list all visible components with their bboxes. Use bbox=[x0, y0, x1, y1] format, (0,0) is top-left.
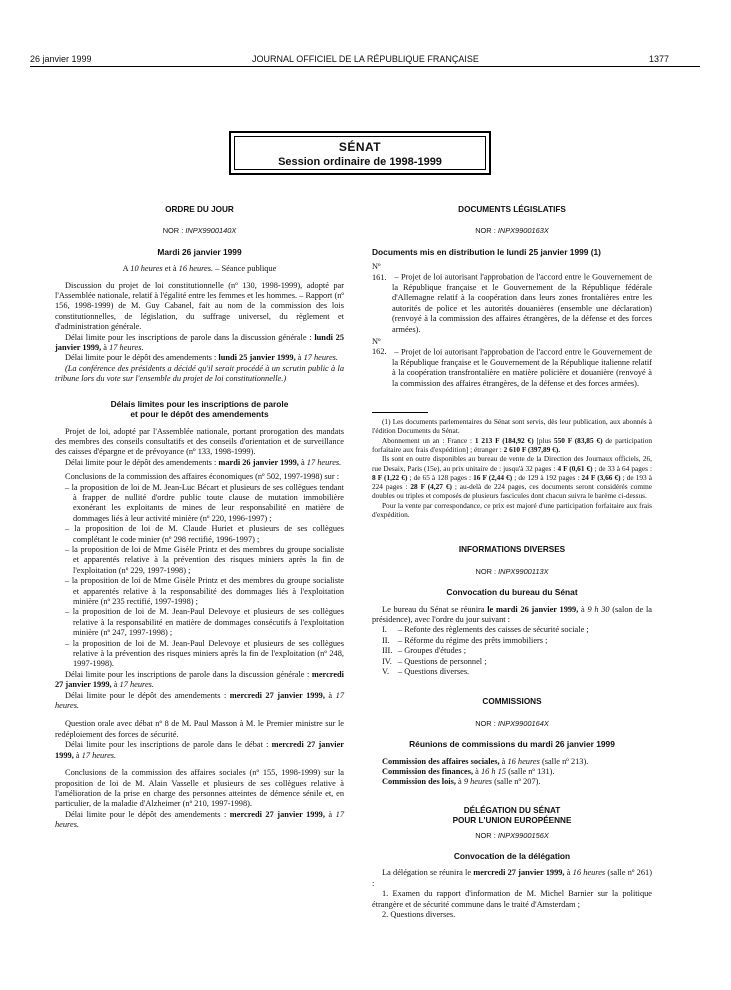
text: mercredi 27 janvier 1999, bbox=[55, 740, 344, 760]
text: mardi 26 janvier 1999, bbox=[218, 457, 299, 467]
ordre-nor bbox=[55, 226, 344, 236]
footnote-text: Pour la vente par correspondance, ce prix est majoré d'une participation forfaitaire aux frais d'expédition. bbox=[372, 500, 652, 520]
document-number: Nº 162. bbox=[372, 337, 387, 357]
text: à bbox=[298, 457, 307, 467]
text: ; de 33 à 64 pages : bbox=[592, 463, 653, 473]
paragraph: Discussion du projet de loi constitutionnelle (nº 130, 1998-1999), adopté par l'Assemblée nationale, relatif à l'égalité entre les femmes et les hommes. – Rapport (nº 156, 1998-1999) de M. Guy Cabanel, fait au nom de la commission des lois constitutionnelles, de législation, du suffrage universel, du règlement et d'administration générale. bbox=[55, 280, 344, 332]
text: à bbox=[73, 750, 82, 760]
paragraph bbox=[55, 333, 344, 354]
text: 10 heures bbox=[130, 264, 163, 274]
header-date: 26 janvier 1999 bbox=[30, 54, 92, 64]
text: à bbox=[101, 343, 110, 353]
text: ; au-delà de 224 pages, ces documents seront considérés comme doubles ou triples et composés de plusieurs fascicules dont chacun suivra le barème ci-dessus. bbox=[372, 482, 652, 501]
text: II. bbox=[382, 635, 390, 645]
text: 8 F (1,22 €) bbox=[372, 472, 408, 482]
ordre-du-jour-title: ORDRE DU JOUR bbox=[165, 205, 234, 214]
text: 17 heures. bbox=[109, 343, 144, 353]
paragraph bbox=[372, 868, 652, 889]
list-item bbox=[372, 657, 652, 667]
header-rule bbox=[30, 66, 700, 67]
footnote bbox=[372, 417, 652, 519]
text: mercredi 27 janvier 1999, bbox=[55, 669, 344, 690]
text: 17 heures. bbox=[303, 353, 339, 363]
seance-line bbox=[55, 264, 344, 274]
text: Commission des finances, bbox=[382, 767, 474, 777]
footnote-text bbox=[372, 454, 652, 500]
text: Abonnement un an : France : bbox=[382, 435, 475, 445]
senat-banner-subtitle: Session ordinaire de 1998-1999 bbox=[278, 156, 442, 168]
text: lundi 25 janvier 1999, bbox=[55, 332, 344, 353]
text: – Séance publique bbox=[213, 264, 277, 274]
text: V. bbox=[382, 667, 390, 677]
list-item bbox=[372, 667, 652, 677]
informations-title: INFORMATIONS DIVERSES bbox=[458, 545, 566, 555]
paragraph: 1. Examen du rapport d'information de M. Michel Barnier sur la politique étrangère et de sécurité commune dans le traité d'Amsterdam ; bbox=[372, 889, 652, 909]
nor-label: NOR : bbox=[475, 566, 499, 576]
text: 16 heures bbox=[507, 756, 540, 766]
list-item: – la proposition de loi de M. Claude Huriet et plusieurs de ses collègues complétant le code minier (nº 298 rectifié, 1996-1997) ; bbox=[55, 524, 344, 545]
text: ; de 65 à 128 pages : bbox=[407, 472, 474, 482]
nor-label: NOR : bbox=[475, 830, 498, 840]
text: 1 213 F (184,92 €) bbox=[474, 435, 534, 445]
text: Délai limite pour le dépôt des amendements : bbox=[65, 353, 219, 363]
text: à bbox=[578, 604, 588, 614]
text: – Questions de personnel ; bbox=[398, 656, 487, 666]
text: Délai limite pour les inscriptions de parole dans la discussion générale : bbox=[65, 332, 315, 342]
text: 16 F (2,44 €) bbox=[473, 472, 513, 482]
documents-heading: Documents mis en distribution le lundi 25 janvier 1999 (1) bbox=[372, 246, 601, 257]
header-page-number: 1377 bbox=[648, 54, 669, 64]
nor-code: INPX9900113X bbox=[498, 566, 549, 576]
paragraph bbox=[372, 605, 652, 626]
commission-line bbox=[372, 777, 652, 787]
senat-banner bbox=[229, 131, 491, 175]
text: IV. bbox=[382, 656, 392, 666]
text: POUR L'UNION EUROPÉENNE bbox=[452, 816, 572, 826]
text: 17 heures. bbox=[306, 457, 342, 467]
nor-code: INPX9900156X bbox=[497, 830, 549, 840]
paragraph: Projet de loi, adopté par l'Assemblée nationale, portant prorogation des mandats des membres des conseils consultatifs et des conseils d'orientation et de surveillance des caisses d'épargne et de prévoyance (nº 133, 1998-1999). bbox=[55, 426, 344, 457]
commission-line bbox=[372, 767, 652, 777]
text: mercredi 27 janvier 1999, bbox=[229, 809, 325, 819]
list-item bbox=[372, 625, 652, 635]
text: (salle nº 207). bbox=[492, 777, 541, 787]
text: (La conférence des présidents a décidé qu'il serait procédé à un scrutin public à la tribune lors du vote sur l'ensemble du projet de loi constitutionnelle.) bbox=[55, 363, 344, 384]
text: 9 h 30 bbox=[587, 604, 610, 614]
list-item: – la proposition de loi de Mme Gisèle Printz et des membres du groupe socialiste et apparentés relative à la responsabilité des dommages liés à l'exploitation minière (nº 235 rectifié, 1997-1998) ; bbox=[55, 576, 344, 607]
header-journal-title: JOURNAL OFFICIEL DE LA RÉPUBLIQUE FRANÇAISE bbox=[252, 54, 479, 64]
right-column bbox=[372, 205, 652, 921]
text: 9 heures bbox=[463, 777, 493, 787]
text: 17 heures. bbox=[119, 680, 154, 690]
text: mercredi 27 janvier 1999, bbox=[229, 690, 325, 700]
document-text: – Projet de loi autorisant l'approbation de l'accord entre le Gouvernement de la République française et le Gouvernement de la République italienne relatif à la coopération transfrontalière en matière policière et douanière (renvoyé à la commission des affaires étrangères, de la défense et des forces armées). bbox=[392, 347, 652, 388]
text: mercredi 27 janvier 1999, bbox=[473, 868, 565, 878]
text: Ils sont en outre disponibles au bureau de vente de la Direction des Journaux officiels, 26, rue Desaix, Paris (15e), au prix unitaire de : jusqu'à 32 pages : bbox=[372, 454, 652, 473]
text: lundi 25 janvier 1999, bbox=[218, 353, 296, 363]
nor-code: INPX9900164X bbox=[497, 718, 549, 728]
text: à bbox=[295, 353, 304, 363]
text: Délai limite pour le dépôt des amendements : bbox=[65, 690, 230, 700]
text: 16 heures bbox=[572, 868, 606, 878]
text: à bbox=[564, 868, 573, 878]
text: et pour le dépôt des amendements bbox=[130, 409, 269, 420]
text: à bbox=[324, 690, 336, 700]
paragraph-note bbox=[55, 364, 344, 385]
text: Délai limite pour les inscriptions de parole dans le débat : bbox=[65, 740, 272, 750]
text: 16 h 15 bbox=[480, 767, 507, 777]
paragraph bbox=[55, 458, 344, 468]
text: Commission des affaires sociales, bbox=[382, 756, 500, 766]
text: [plus bbox=[533, 435, 554, 445]
text: 4 F (0,61 €) bbox=[557, 463, 593, 473]
text: – Réforme du régime des prêts immobiliers ; bbox=[398, 635, 548, 645]
text: 17 heures. bbox=[55, 690, 344, 711]
text: à bbox=[455, 777, 464, 787]
text: à bbox=[324, 809, 336, 819]
nor-code: INPX9900163X bbox=[497, 226, 549, 236]
text: 550 F (83,85 €) bbox=[553, 435, 603, 445]
text: 24 F (3,66 €) bbox=[581, 472, 621, 482]
delegation-title bbox=[372, 806, 652, 827]
text: Délai limite pour les inscriptions de parole dans la discussion générale : bbox=[65, 669, 312, 679]
paragraph: 2. Questions diverses. bbox=[382, 910, 456, 920]
nor-code: INPX9900140X bbox=[185, 226, 237, 236]
paragraph bbox=[55, 353, 344, 363]
paragraph bbox=[55, 740, 344, 761]
nor-label: NOR : bbox=[475, 718, 498, 728]
paragraph bbox=[55, 691, 344, 712]
text: DÉLÉGATION DU SÉNAT bbox=[463, 805, 561, 815]
text: 2 610 F (397,89 €). bbox=[503, 444, 561, 454]
footnote-rule bbox=[372, 412, 428, 413]
informations-nor bbox=[372, 567, 652, 577]
text: 17 heures. bbox=[55, 809, 344, 830]
text: La délégation se réunira le bbox=[382, 868, 474, 878]
document-entry bbox=[372, 262, 652, 335]
text: – Questions diverses. bbox=[398, 667, 470, 677]
commission-line bbox=[372, 757, 652, 767]
text: – Refonte des règlements des caisses de sécurité sociale ; bbox=[398, 625, 589, 635]
paragraph bbox=[55, 810, 344, 831]
documents-title: DOCUMENTS LÉGISLATIFS bbox=[458, 205, 566, 214]
text: de participation forfaitaire aux frais d'expédition] ; étranger : bbox=[372, 435, 652, 454]
text: – Groupes d'études ; bbox=[398, 646, 467, 656]
footnote-text bbox=[372, 436, 652, 455]
senat-banner-inner bbox=[234, 136, 486, 170]
list-item: – la proposition de loi de Mme Gisèle Printz et des membres du groupe socialiste et apparentés relative à la prévention des risques miniers après la fin de l'exploitation (nº 229, 1997-1998) ; bbox=[55, 545, 344, 576]
text: I. bbox=[382, 625, 387, 635]
nor-label: NOR : bbox=[475, 226, 498, 236]
text: 16 heures. bbox=[178, 264, 214, 274]
text: Délai limite pour le dépôt des amendements : bbox=[65, 457, 219, 467]
document-text: – Projet de loi autorisant l'approbation de l'accord entre le Gouvernement de la République française et le Gouvernement de la République fédérale d'Allemagne relatif à la coopération dans leurs zones frontalières entre les autorités de police et les autorités douanières (ensemble une déclaration) (renvoyé à la commission des affaires étrangères, de la défense et des forces armées). bbox=[392, 272, 652, 334]
footnote-text: (1) Les documents parlementaires du Sénat sont servis, dès leur publication, aux abonnés à l'édition Documents du Sénat. bbox=[372, 417, 652, 436]
documents-nor bbox=[372, 226, 652, 236]
document-number: Nº 161. bbox=[372, 262, 387, 282]
text: A bbox=[122, 264, 131, 274]
left-column bbox=[55, 205, 344, 831]
text: (salle nº 213). bbox=[539, 756, 589, 766]
proposals-list bbox=[55, 483, 344, 670]
text: (salle nº 131). bbox=[506, 767, 555, 777]
delais-heading bbox=[55, 399, 344, 420]
bureau-heading: Convocation du bureau du Sénat bbox=[446, 587, 578, 598]
text: à bbox=[473, 767, 481, 777]
text: 28 F (4,27 €) bbox=[410, 482, 452, 492]
list-item: – la proposition de loi de M. Jean-Paul Delevoye et plusieurs de ses collègues relative à la prévention des risques miniers après la fin de l'exploitation (nº 248, 1997-1998). bbox=[55, 639, 344, 670]
paragraph: Conclusions de la commission des affaires sociales (nº 155, 1998-1999) sur la proposition de loi de M. Alain Vasselle et plusieurs de ses collègues relative à l'amélioration de la prise en charge des personnes atteintes de démence sénile et, en particulier, de la maladie d'Alzheimer (nº 210, 1997-1998). bbox=[55, 768, 344, 809]
paragraph bbox=[55, 670, 344, 691]
text: (salle nº 261) : bbox=[372, 868, 652, 888]
text: Le bureau du Sénat se réunira bbox=[382, 604, 488, 614]
text: et à bbox=[162, 264, 179, 274]
document-entry bbox=[372, 337, 652, 389]
nor-label: NOR : bbox=[162, 226, 186, 236]
delegation-nor bbox=[372, 831, 652, 841]
commissions-nor bbox=[372, 719, 652, 729]
list-item bbox=[372, 646, 652, 656]
list-item: – la proposition de loi de M. Jean-Paul Delevoye et plusieurs de ses collègues relative à la responsabilité en matière de dommages consécutifs à l'exploitation minière (nº 247, 1997-1998) ; bbox=[55, 607, 344, 638]
commissions-title: COMMISSIONS bbox=[482, 697, 542, 707]
paragraph: Question orale avec débat nº 8 de M. Paul Masson à M. le Premier ministre sur le redéploiement des forces de sécurité. bbox=[55, 719, 344, 739]
senat-banner-title: SÉNAT bbox=[338, 140, 382, 154]
text: Délai limite pour le dépôt des amendements : bbox=[65, 809, 230, 819]
text: ; de 193 à 224 pages : bbox=[372, 472, 653, 492]
text: ; de 129 à 192 pages : bbox=[512, 472, 582, 482]
text: à bbox=[111, 680, 120, 690]
text: III. bbox=[382, 646, 393, 656]
commissions-heading: Réunions de commissions du mardi 26 janvier 1999 bbox=[409, 739, 615, 750]
delegation-heading: Convocation de la délégation bbox=[453, 851, 571, 862]
date-heading: Mardi 26 janvier 1999 bbox=[157, 246, 242, 257]
list-item: – la proposition de loi de M. Jean-Luc Bécart et plusieurs de ses collègues tendant à frapper de nullité d'ordre public toute clause de mutation immobilière exonérant les exploitants de mines de leur responsabilité en matière de dommages liés à leur activité minière (nº 220, 1996-1997) ; bbox=[55, 483, 344, 525]
text: 17 heures. bbox=[81, 750, 117, 760]
text: (salon de la présidence), avec l'ordre du jour suivant : bbox=[372, 604, 652, 624]
paragraph: Conclusions de la commission des affaires économiques (nº 502, 1997-1998) sur : bbox=[65, 472, 340, 482]
text: Délais limites pour les inscriptions de parole bbox=[110, 398, 289, 409]
text: à bbox=[499, 756, 508, 766]
text: Commission des lois, bbox=[382, 777, 456, 787]
list-item bbox=[372, 636, 652, 646]
text: le mardi 26 janvier 1999, bbox=[487, 604, 579, 614]
bureau-agenda bbox=[372, 625, 652, 677]
